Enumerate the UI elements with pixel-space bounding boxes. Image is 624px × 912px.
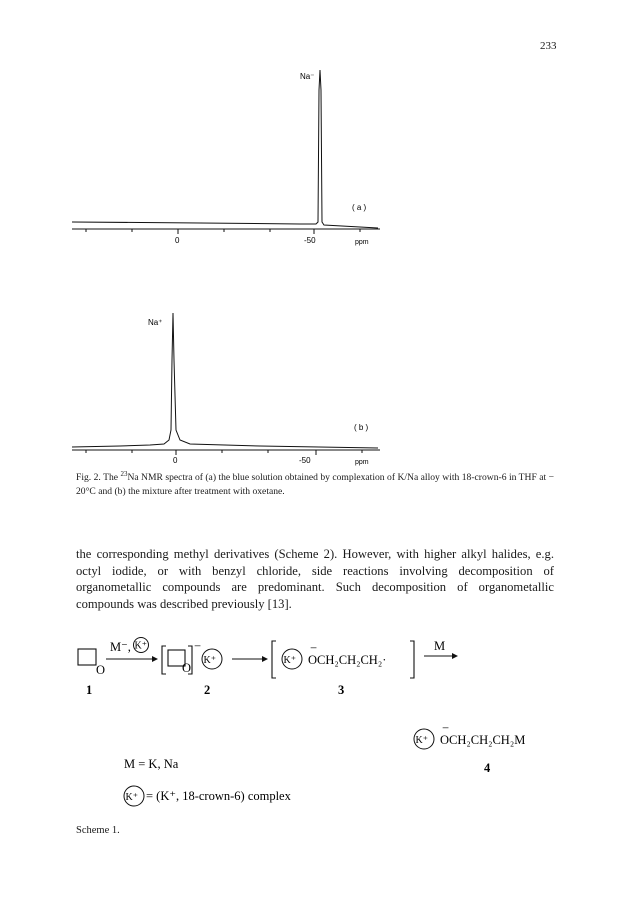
spectrum-b-tick-0: 0 [173,456,178,465]
spectrum-b-tick-50: -50 [299,456,311,465]
spectrum-b-trace [72,313,378,448]
spectrum-a-unit: ppm [355,239,369,246]
compound-number-4: 4 [484,761,491,775]
scheme-label: Scheme 1. [76,825,120,836]
svg-text:O: O [182,661,192,675]
page-number: 233 [540,40,557,52]
compound-number-3: 3 [338,683,345,697]
body-paragraph: the corresponding methyl derivatives (Scheme 2). However, with higher alkyl halides, e.g. octyl iodide, or with benzyl chloride, side reactions involving decomposition of organometallic compounds are predominant. Such decomposition of organometallic compounds was described previously [13]. [76,547,554,611]
spectrum-b-panel-label: ( b ) [354,423,369,432]
spectrum-b [72,313,380,466]
spectrum-a-panel-label: ( a ) [352,203,367,212]
svg-text:K⁺: K⁺ [415,735,428,746]
chain-4: OCH₂CH₂CH₂M [440,733,526,747]
oxetane-structure [78,649,96,665]
svg-text:−: − [310,641,318,655]
svg-text:K⁺: K⁺ [203,655,216,666]
definition-k: = (K⁺, 18-crown-6) complex [146,789,291,803]
spectrum-a-peak-label: Na⁻ [300,72,315,81]
svg-text:−: − [194,639,202,653]
svg-text:K⁺: K⁺ [125,792,138,803]
figure-caption: Fig. 2. The $^{23}$Na NMR spectra of (a) the blue solution obtained by complexation of K/Na alloy with 18-crown-6 in THF at − 20°C and (b) the mixture after treatment with oxetane. [76,470,554,498]
compound-number-1: 1 [86,683,93,697]
arrow-1-reagent: M⁻, [110,640,131,654]
spectrum-a-tick-0: 0 [175,236,180,245]
svg-text:O: O [96,663,106,677]
svg-text:−: − [442,721,450,735]
definition-m: M = K, Na [124,757,179,771]
svg-text:K⁺: K⁺ [283,655,296,666]
compound-number-2: 2 [204,683,211,697]
arrow-3-reagent: M [434,639,446,653]
svg-text:K⁺: K⁺ [134,640,147,652]
spectrum-a [72,70,380,246]
spectrum-a-tick-50: -50 [304,236,316,245]
chain-3: OCH₂CH₂CH₂· [308,653,387,667]
spectrum-b-unit: ppm [355,459,369,466]
spectrum-a-trace [72,70,378,228]
spectrum-b-peak-label: Na⁺ [148,318,163,327]
